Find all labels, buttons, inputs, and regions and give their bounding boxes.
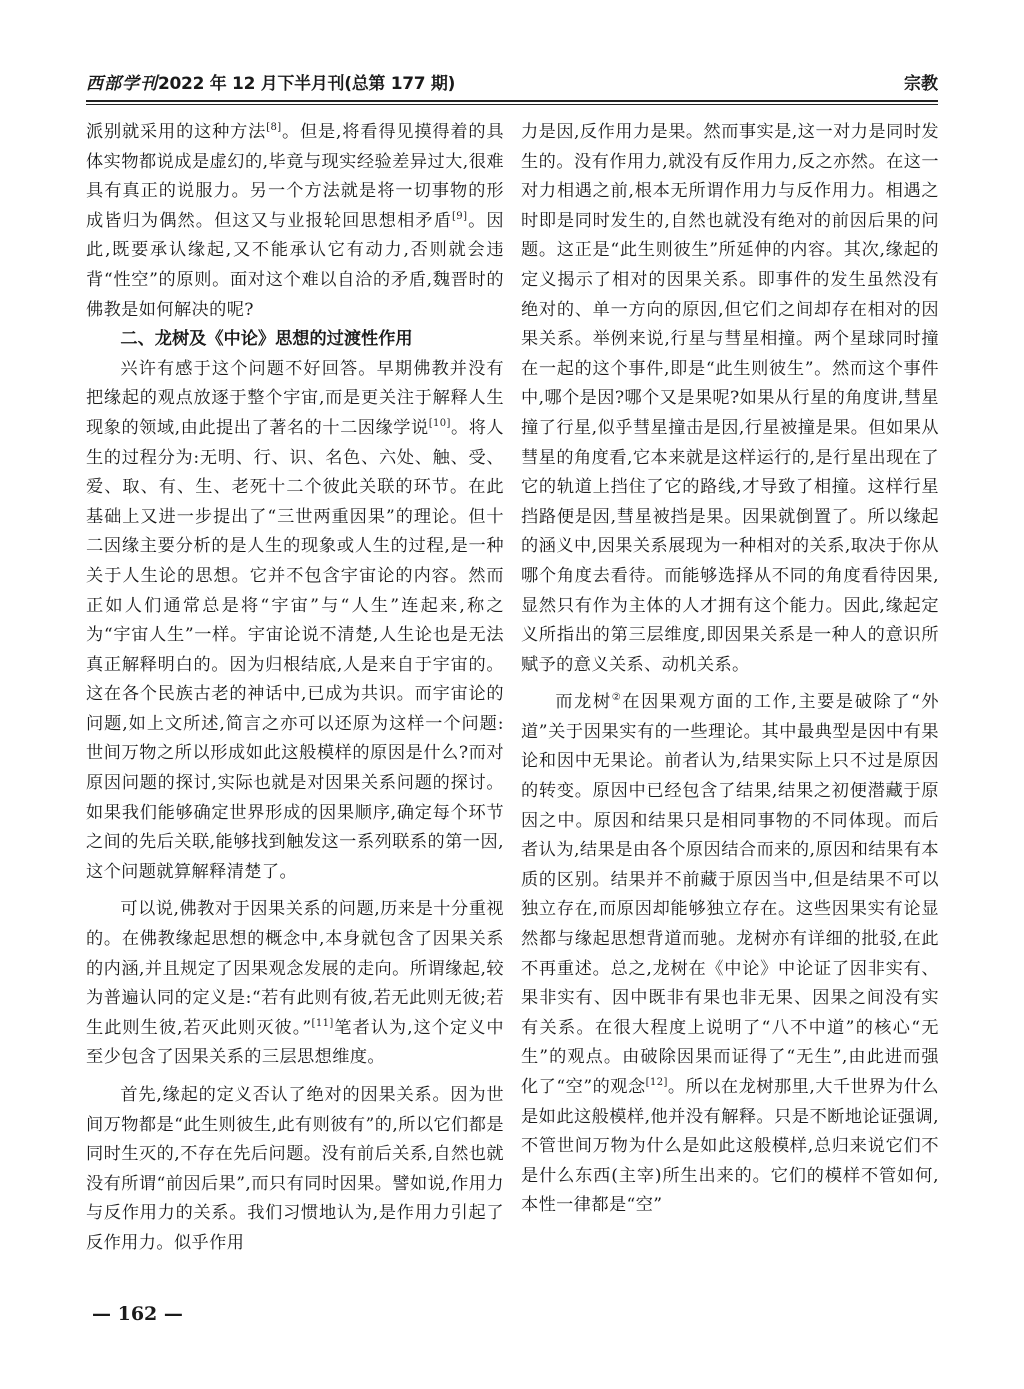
journal-issue: 2022 年 12 月下半月刊(总第 177 期)	[158, 74, 456, 94]
paragraph: 可以说,佛教对于因果关系的问题,历来是十分重视的。在佛教缘起思想的概念中,本身就包含了因果关系的内涵,并且规定了因果观念发展的走向。所谓缘起,较为普遍认同的定义是:“若有此则有彼,若无此则无彼;若生此则生彼,若灭此则灭彼。”[11]笔者认为,这个定义中至少包含了因果关系的三层思想维度。	[86, 899, 504, 1068]
paragraph: 而龙树②在因果观方面的工作,主要是破除了“外道”关于因果实有的一些理论。其中最典型是因中有果论和因中无果论。前者认为,结果实际上只不过是原因的转变。原因中已经包含了结果,结果之初便潜藏于原因之中。原因和结果只是相同事物的不同体现。而后者认为,结果是由各个原因结合而来的,原因和结果有本质的区别。结果并不前藏于原因当中,但是结果不可以独立存在,而原因却能够独立存在。这些因果实有论显然都与缘起思想背道而驰。龙树亦有详细的批驳,在此不再重述。总之,龙树在《中论》中论证了因非实有、果非实有、因中既非有果也非无果、因果之间没有实有关系。在很大程度上说明了“八不中道”的核心“无生”的观点。由破除因果而证得了“无生”,由此进而强化了“空”的观念[12]。所以在龙树那里,大千世界为什么是如此这般模样,他并没有解释。只是不断地论证强调,不管世间万物为什么是如此这般模样,总归来说它们不是什么东西(主宰)所生出来的。它们的模样不管如何,本性一律都是“空”	[521, 692, 939, 1216]
paragraph: 首先,缘起的定义否认了绝对的因果关系。因为世间万物都是“此生则彼生,此有则彼有”的,所以它们都是同时生灭的,不存在先后问题。没有前后关系,自然也就没有所谓“前因后果”,而只有同时因果。譬如说,作用力与反作用力的关系。我们习惯地认为,是作用力引起了反作用力。似乎作用	[86, 1085, 504, 1253]
journal-logo: 西部学刊	[86, 74, 158, 94]
section-label: 宗教	[904, 74, 938, 94]
citation-ref: [11]	[311, 1017, 334, 1029]
paragraph: 力是因,反作用力是果。然而事实是,这一对力是同时发生的。没有作用力,就没有反作用力,反之亦然。在这一对力相遇之前,根本无所谓作用力与反作用力。相遇之时即是同时发生的,自然也就没有绝对的前因后果的问题。这正是“此生则彼生”所延伸的内容。其次,缘起的定义揭示了相对的因果关系。即事件的发生虽然没有绝对的、单一方向的原因,但它们之间却存在相对的因果关系。举例来说,行星与彗星相撞。两个星球同时撞在一起的这个事件,即是“此生则彼生”。然而这个事件中,哪个是因?哪个又是果呢?如果从行星的角度讲,彗星撞了行星,似乎彗星撞击是因,行星被撞是果。但如果从彗星的角度看,它本来就是这样运行的,是行星出现在了它的轨道上挡住了它的路线,才导致了相撞。这样行星挡路便是因,彗星被挡是果。因果就倒置了。所以缘起的涵义中,因果关系展现为一种相对的关系,取决于你从哪个角度去看待。而能够选择从不同的角度看待因果,显然只有作为主体的人才拥有这个能力。因此,缘起定义所指出的第三层维度,即因果关系是一种人的意识所赋予的意义关系、动机关系。	[521, 122, 939, 675]
footnote-ref: ②	[611, 692, 623, 704]
section-heading: 二、龙树及《中论》思想的过渡性作用	[120, 329, 413, 350]
header-rule	[86, 100, 938, 102]
header-rule-thin	[86, 104, 938, 105]
citation-ref: [9]	[452, 210, 468, 222]
paragraph: 派别就采用的这种方法[8]。但是,将看得见摸得着的具体实物都说成是虚幻的,毕竟与现实经验差异过大,很难具有真正的说服力。另一个方法就是将一切事物的形成皆归为偶然。但这又与业报轮回思想相矛盾[9]。因此,既要承认缘起,又不能承认它有动力,否则就会违背“性空”的原则。面对这个难以自洽的矛盾,魏晋时的佛教是如何解决的呢?	[86, 122, 504, 320]
left-column	[86, 118, 504, 1259]
citation-ref: [12]	[645, 1077, 668, 1088]
page-number: — 162 —	[92, 1303, 183, 1325]
citation-ref: [8]	[266, 122, 282, 133]
right-column	[521, 118, 939, 1221]
paragraph: 兴许有感于这个问题不好回答。早期佛教并没有把缘起的观点放逐于整个宇宙,而是更关注于解释人生现象的领域,由此提出了著名的十二因缘学说[10]。将人生的过程分为:无明、行、识、名色、六处、触、受、爱、取、有、生、老死十二个彼此关联的环节。在此基础上又进一步提出了“三世两重因果”的理论。但十二因缘主要分析的是人生的现象或人生的过程,是一种关于人生论的思想。它并不包含宇宙论的内容。然而正如人们通常总是将“宇宙”与“人生”连起来,称之为“宇宙人生”一样。宇宙论说不清楚,人生论也是无法真正解释明白的。因为归根结底,人是来自于宇宙的。这在各个民族古老的神话中,已成为共识。而宇宙论的问题,如上文所述,简言之亦可以还原为这样一个问题:世间万物之所以形成如此这般模样的原因是什么?而对原因问题的探讨,实际也就是对因果关系问题的探讨。如果我们能够确定世界形成的因果顺序,确定每个环节之间的先后关联,能够找到触发这一系列联系的第一因,这个问题就算解释清楚了。	[86, 358, 505, 882]
running-header	[86, 72, 938, 96]
journal-title	[86, 72, 455, 96]
citation-ref: [10]	[428, 417, 451, 429]
